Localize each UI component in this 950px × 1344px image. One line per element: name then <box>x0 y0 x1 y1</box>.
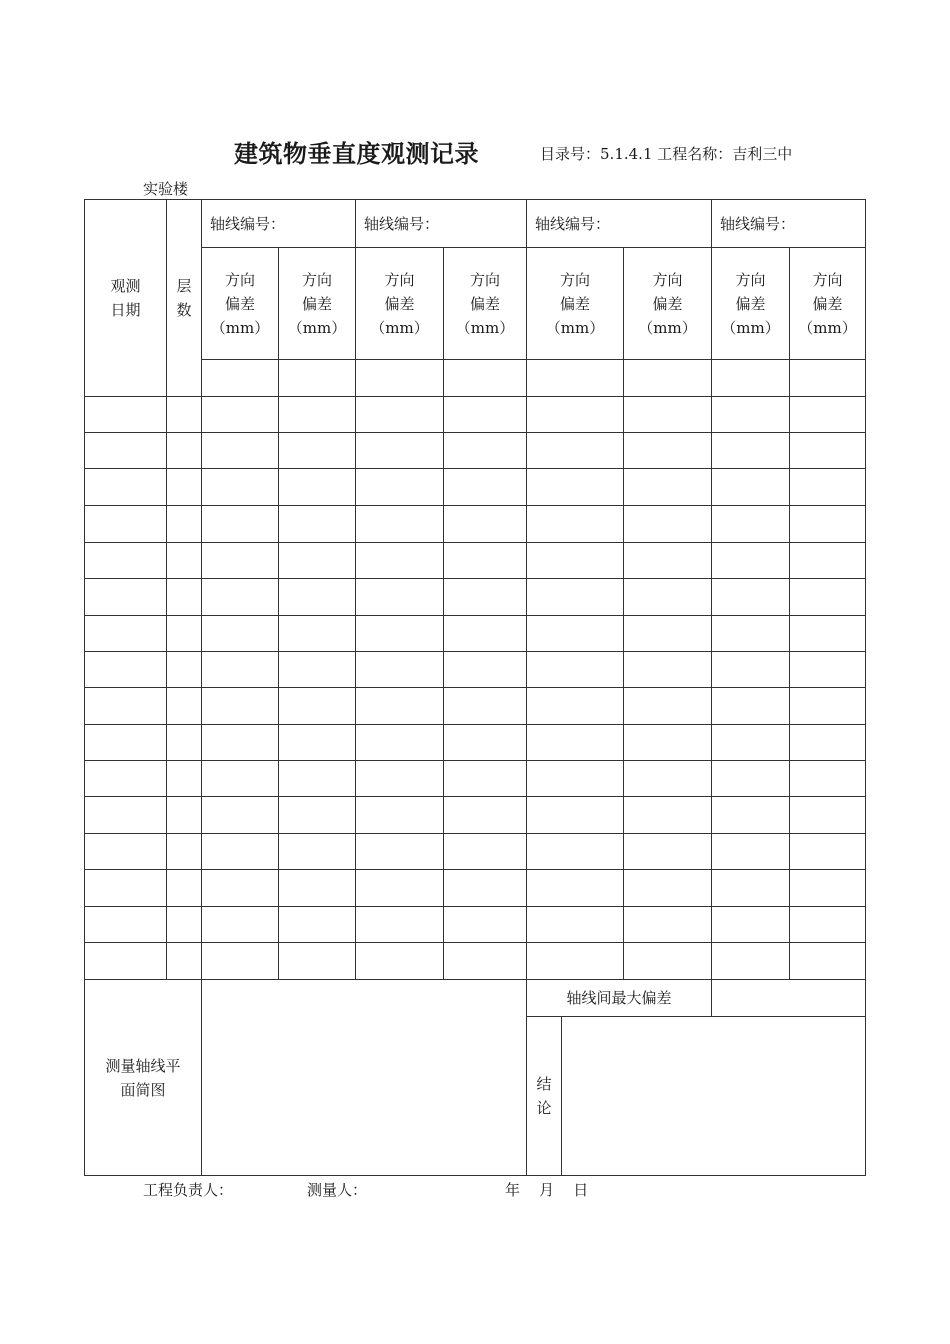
deviation-cell[interactable] <box>624 397 712 433</box>
axis-number-4: 轴线编号： <box>712 200 866 248</box>
deviation-cell[interactable] <box>624 543 712 579</box>
deviation-cell[interactable] <box>712 360 790 397</box>
project-label: 工程名称： <box>657 145 733 163</box>
deviation-cell[interactable] <box>356 506 444 543</box>
direction-deviation-header: 方向 偏差 （mm） <box>527 248 624 360</box>
deviation-cell[interactable] <box>279 907 356 943</box>
deviation-cell[interactable] <box>202 579 279 616</box>
deviation-cell[interactable] <box>356 469 444 506</box>
deviation-cell[interactable] <box>624 360 712 397</box>
deviation-cell[interactable] <box>624 433 712 469</box>
deviation-cell[interactable] <box>356 652 444 688</box>
date-cell[interactable] <box>85 870 167 907</box>
deviation-cell[interactable] <box>202 870 279 907</box>
deviation-cell[interactable] <box>356 870 444 907</box>
deviation-cell[interactable] <box>527 616 624 652</box>
deviation-cell[interactable] <box>527 360 624 397</box>
date-cell[interactable] <box>85 907 167 943</box>
floor-cell[interactable] <box>167 907 202 943</box>
deviation-cell[interactable] <box>444 433 527 469</box>
deviation-cell[interactable] <box>790 360 866 397</box>
deviation-cell[interactable] <box>279 761 356 797</box>
deviation-cell[interactable] <box>356 761 444 797</box>
deviation-cell[interactable] <box>790 397 866 433</box>
deviation-cell[interactable] <box>202 797 279 834</box>
day-label: 日 <box>573 1181 589 1199</box>
deviation-cell[interactable] <box>624 943 712 980</box>
month-label: 月 <box>539 1181 555 1199</box>
deviation-cell[interactable] <box>624 688 712 725</box>
date-cell[interactable] <box>85 616 167 652</box>
deviation-cell[interactable] <box>624 870 712 907</box>
deviation-cell[interactable] <box>444 907 527 943</box>
conclusion-label: 结 论 <box>527 1017 562 1175</box>
verticality-table <box>84 199 866 1176</box>
deviation-cell[interactable] <box>712 834 790 870</box>
deviation-cell[interactable] <box>279 797 356 834</box>
date-cell[interactable] <box>85 433 167 469</box>
deviation-cell[interactable] <box>444 543 527 579</box>
date-header: 观测 日期 <box>85 200 167 397</box>
deviation-cell[interactable] <box>279 433 356 469</box>
table-row <box>85 579 866 616</box>
deviation-cell[interactable] <box>712 433 790 469</box>
deviation-cell[interactable] <box>527 433 624 469</box>
deviation-cell[interactable] <box>279 834 356 870</box>
deviation-cell[interactable] <box>624 834 712 870</box>
axis-number-1: 轴线编号： <box>202 200 356 248</box>
deviation-cell[interactable] <box>790 652 866 688</box>
deviation-cell[interactable] <box>527 652 624 688</box>
max-deviation-label: 轴线间最大偏差 <box>527 980 712 1017</box>
deviation-cell[interactable] <box>790 797 866 834</box>
date-cell[interactable] <box>85 543 167 579</box>
floor-cell[interactable] <box>167 579 202 616</box>
date-cell[interactable] <box>85 725 167 761</box>
deviation-cell[interactable] <box>444 834 527 870</box>
deviation-cell[interactable] <box>790 579 866 616</box>
deviation-cell[interactable] <box>527 834 624 870</box>
date-cell[interactable] <box>85 797 167 834</box>
deviation-cell[interactable] <box>790 725 866 761</box>
deviation-cell[interactable] <box>279 870 356 907</box>
deviation-cell[interactable] <box>202 907 279 943</box>
table-row <box>85 761 866 797</box>
deviation-cell[interactable] <box>356 360 444 397</box>
deviation-cell[interactable] <box>279 397 356 433</box>
deviation-cell[interactable] <box>712 397 790 433</box>
axis-number-2: 轴线编号： <box>356 200 527 248</box>
catalog-label: 目录号： <box>540 145 601 163</box>
deviation-cell[interactable] <box>444 616 527 652</box>
deviation-cell[interactable] <box>527 943 624 980</box>
deviation-cell[interactable] <box>356 616 444 652</box>
floor-cell[interactable] <box>167 652 202 688</box>
deviation-cell[interactable] <box>279 579 356 616</box>
direction-deviation-header: 方向 偏差 （mm） <box>624 248 712 360</box>
deviation-cell[interactable] <box>527 469 624 506</box>
deviation-cell[interactable] <box>527 688 624 725</box>
deviation-cell[interactable] <box>356 433 444 469</box>
table-row <box>85 907 866 943</box>
summary-row-top <box>85 980 866 1017</box>
deviation-cell[interactable] <box>527 397 624 433</box>
deviation-cell[interactable] <box>202 652 279 688</box>
date-cell[interactable] <box>85 688 167 725</box>
deviation-cell[interactable] <box>202 360 279 397</box>
deviation-cell[interactable] <box>279 506 356 543</box>
deviation-cell[interactable] <box>444 688 527 725</box>
surveyor-label: 测量人： <box>307 1181 368 1199</box>
date-cell[interactable] <box>85 652 167 688</box>
conclusion-table <box>527 1017 865 1175</box>
direction-deviation-header: 方向 偏差 （mm） <box>279 248 356 360</box>
deviation-cell[interactable] <box>527 870 624 907</box>
table-row <box>85 943 866 980</box>
deviation-cell[interactable] <box>624 797 712 834</box>
floor-cell[interactable] <box>167 870 202 907</box>
deviation-cell[interactable] <box>356 834 444 870</box>
deviation-cell[interactable] <box>712 506 790 543</box>
deviation-cell[interactable] <box>527 761 624 797</box>
direction-deviation-header: 方向 偏差 （mm） <box>444 248 527 360</box>
deviation-cell[interactable] <box>712 870 790 907</box>
table-row <box>85 469 866 506</box>
deviation-cell[interactable] <box>712 652 790 688</box>
date-cell[interactable] <box>85 834 167 870</box>
table-row <box>85 616 866 652</box>
deviation-cell[interactable] <box>279 469 356 506</box>
table-row <box>85 870 866 907</box>
project-name: 吉利三中 <box>732 145 793 163</box>
table-row <box>85 688 866 725</box>
deviation-cell[interactable] <box>356 797 444 834</box>
axis-number-3: 轴线编号： <box>527 200 712 248</box>
deviation-cell[interactable] <box>202 688 279 725</box>
deviation-cell[interactable] <box>202 397 279 433</box>
deviation-cell[interactable] <box>444 652 527 688</box>
deviation-cell[interactable] <box>202 761 279 797</box>
deviation-cell[interactable] <box>790 543 866 579</box>
deviation-cell[interactable] <box>712 725 790 761</box>
deviation-cell[interactable] <box>624 725 712 761</box>
direction-deviation-header: 方向 偏差 （mm） <box>202 248 279 360</box>
floor-cell[interactable] <box>167 943 202 980</box>
deviation-cell[interactable] <box>790 761 866 797</box>
conclusion-field[interactable] <box>562 1017 866 1175</box>
deviation-cell[interactable] <box>624 579 712 616</box>
table-row <box>85 797 866 834</box>
floors-header: 层 数 <box>167 200 202 397</box>
floor-cell[interactable] <box>167 397 202 433</box>
deviation-cell[interactable] <box>712 761 790 797</box>
plan-diagram-area[interactable] <box>202 980 527 1176</box>
deviation-cell[interactable] <box>624 907 712 943</box>
deviation-cell[interactable] <box>624 761 712 797</box>
deviation-cell[interactable] <box>202 469 279 506</box>
deviation-cell[interactable] <box>279 652 356 688</box>
date-cell[interactable] <box>85 397 167 433</box>
deviation-cell[interactable] <box>356 397 444 433</box>
header-row-direction <box>85 248 866 360</box>
deviation-cell[interactable] <box>444 761 527 797</box>
date-cell[interactable] <box>85 761 167 797</box>
date-cell[interactable] <box>85 579 167 616</box>
record-meta <box>540 143 792 164</box>
deviation-cell[interactable] <box>790 506 866 543</box>
deviation-cell[interactable] <box>202 433 279 469</box>
deviation-cell[interactable] <box>527 725 624 761</box>
deviation-cell[interactable] <box>444 579 527 616</box>
deviation-cell[interactable] <box>712 616 790 652</box>
deviation-cell[interactable] <box>202 834 279 870</box>
deviation-cell[interactable] <box>279 943 356 980</box>
year-label: 年 <box>505 1181 521 1199</box>
header-row-blank <box>85 360 866 397</box>
deviation-cell[interactable] <box>712 943 790 980</box>
deviation-cell[interactable] <box>356 725 444 761</box>
deviation-cell[interactable] <box>444 360 527 397</box>
deviation-cell[interactable] <box>444 797 527 834</box>
deviation-cell[interactable] <box>624 469 712 506</box>
deviation-cell[interactable] <box>712 543 790 579</box>
deviation-cell[interactable] <box>444 397 527 433</box>
max-deviation-value[interactable] <box>712 980 866 1017</box>
deviation-cell[interactable] <box>279 360 356 397</box>
direction-deviation-header: 方向 偏差 （mm） <box>712 248 790 360</box>
deviation-cell[interactable] <box>202 616 279 652</box>
date-cell[interactable] <box>85 943 167 980</box>
conclusion-block <box>527 1017 866 1176</box>
manager-label: 工程负责人： <box>143 1181 234 1199</box>
deviation-cell[interactable] <box>356 943 444 980</box>
deviation-cell[interactable] <box>444 725 527 761</box>
table-row <box>85 725 866 761</box>
deviation-cell[interactable] <box>279 543 356 579</box>
deviation-cell[interactable] <box>790 870 866 907</box>
date-sign <box>505 1179 588 1200</box>
deviation-cell[interactable] <box>527 579 624 616</box>
floor-cell[interactable] <box>167 797 202 834</box>
table-row <box>85 543 866 579</box>
deviation-cell[interactable] <box>444 943 527 980</box>
table-row <box>85 397 866 433</box>
deviation-cell[interactable] <box>790 907 866 943</box>
floor-cell[interactable] <box>167 506 202 543</box>
table-row <box>85 834 866 870</box>
deviation-cell[interactable] <box>527 543 624 579</box>
catalog-number: 5.1.4.1 <box>600 145 653 163</box>
deviation-cell[interactable] <box>444 506 527 543</box>
deviation-cell[interactable] <box>356 579 444 616</box>
deviation-cell[interactable] <box>444 469 527 506</box>
page-title: 建筑物垂直度观测记录 <box>234 139 479 168</box>
deviation-cell[interactable] <box>624 616 712 652</box>
direction-deviation-header: 方向 偏差 （mm） <box>790 248 866 360</box>
floor-cell[interactable] <box>167 688 202 725</box>
floor-cell[interactable] <box>167 725 202 761</box>
deviation-cell[interactable] <box>527 506 624 543</box>
deviation-cell[interactable] <box>712 688 790 725</box>
deviation-cell[interactable] <box>712 797 790 834</box>
deviation-cell[interactable] <box>624 652 712 688</box>
deviation-cell[interactable] <box>202 943 279 980</box>
table-row <box>85 652 866 688</box>
deviation-cell[interactable] <box>279 688 356 725</box>
deviation-cell[interactable] <box>790 469 866 506</box>
deviation-cell[interactable] <box>279 725 356 761</box>
building-name: 实验楼 <box>143 180 189 198</box>
date-cell[interactable] <box>85 469 167 506</box>
deviation-cell[interactable] <box>527 907 624 943</box>
deviation-cell[interactable] <box>527 797 624 834</box>
deviation-cell[interactable] <box>356 543 444 579</box>
table-row <box>85 433 866 469</box>
date-cell[interactable] <box>85 506 167 543</box>
plan-diagram-label: 测量轴线平 面简图 <box>85 980 202 1176</box>
deviation-cell[interactable] <box>790 688 866 725</box>
deviation-cell[interactable] <box>624 506 712 543</box>
deviation-cell[interactable] <box>790 616 866 652</box>
deviation-cell[interactable] <box>202 725 279 761</box>
direction-deviation-header: 方向 偏差 （mm） <box>356 248 444 360</box>
deviation-cell[interactable] <box>790 943 866 980</box>
deviation-cell[interactable] <box>712 469 790 506</box>
deviation-cell[interactable] <box>790 834 866 870</box>
deviation-cell[interactable] <box>356 688 444 725</box>
deviation-cell[interactable] <box>444 870 527 907</box>
deviation-cell[interactable] <box>356 907 444 943</box>
deviation-cell[interactable] <box>790 433 866 469</box>
floor-cell[interactable] <box>167 616 202 652</box>
floor-cell[interactable] <box>167 433 202 469</box>
deviation-cell[interactable] <box>202 506 279 543</box>
deviation-cell[interactable] <box>202 543 279 579</box>
floor-cell[interactable] <box>167 761 202 797</box>
table-row <box>85 506 866 543</box>
deviation-cell[interactable] <box>279 616 356 652</box>
deviation-cell[interactable] <box>712 907 790 943</box>
floor-cell[interactable] <box>167 543 202 579</box>
floor-cell[interactable] <box>167 834 202 870</box>
floor-cell[interactable] <box>167 469 202 506</box>
deviation-cell[interactable] <box>712 579 790 616</box>
header-row-axis <box>85 200 866 248</box>
